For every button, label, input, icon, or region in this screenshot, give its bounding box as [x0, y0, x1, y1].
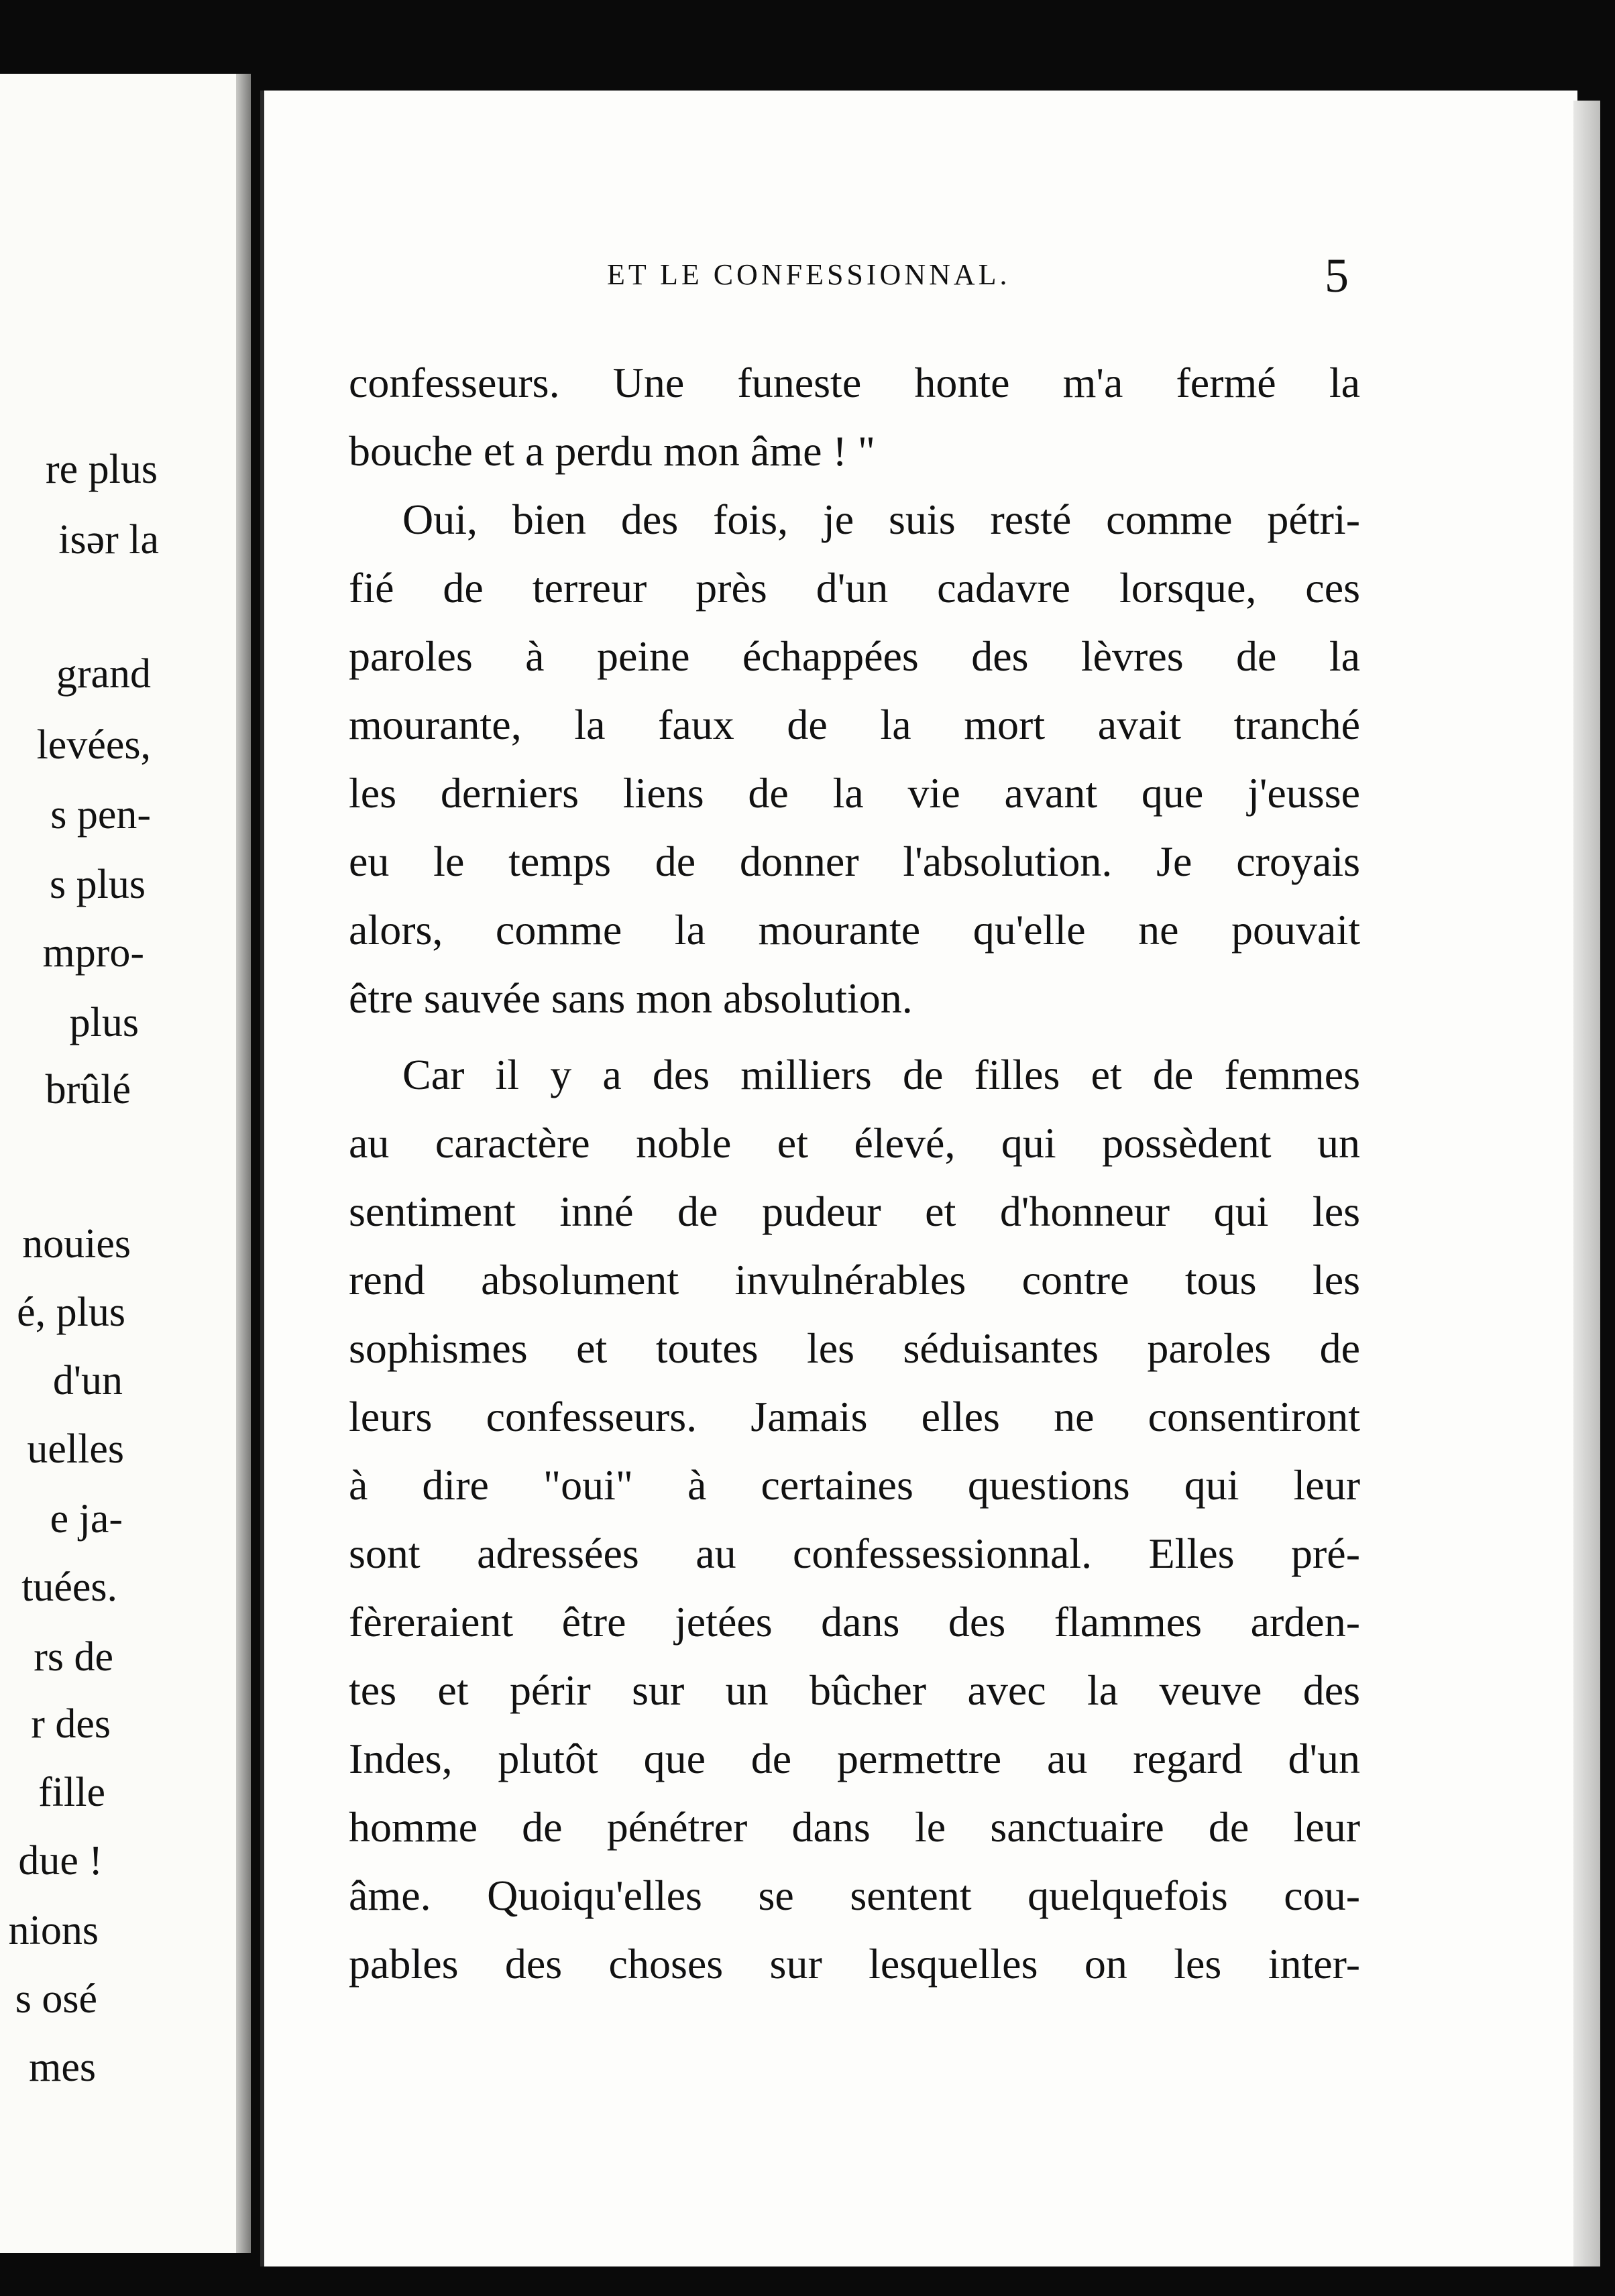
text-line: Oui, bien des fois, je suis resté comme pétri- [402, 496, 1360, 543]
text-line: mourante, la faux de la mort avait tranché [349, 701, 1360, 748]
text-line: à dire "oui" à certaines questions qui leur [349, 1461, 1360, 1509]
left-line: plus [69, 1000, 139, 1045]
text-line: sophismes et toutes les séduisantes paroles de [349, 1324, 1360, 1372]
left-line: nouies [22, 1221, 131, 1267]
left-line: s plus [50, 862, 146, 907]
paragraph-1 [349, 349, 1360, 485]
left-line: e ja- [50, 1496, 123, 1542]
left-line: r des [31, 1701, 111, 1747]
text-line: paroles à peine échappées des lèvres de la [349, 632, 1360, 680]
left-line: tuées. [21, 1564, 117, 1610]
paragraph-3 [349, 1041, 1360, 1998]
left-page [0, 74, 245, 2253]
left-line: s osé [15, 1976, 97, 2022]
text-line: au caractère noble et élevé, qui possèdent un [349, 1119, 1360, 1167]
left-line: nions [8, 1908, 99, 1953]
text-line: sont adressées au confessessionnal. Elles pré- [349, 1530, 1360, 1577]
left-line: rs de [34, 1634, 113, 1680]
left-line: d'un [52, 1358, 123, 1403]
text-line: eu le temps de donner l'absolution. Je croyais [349, 838, 1360, 885]
text-line: âme. Quoiqu'elles se sentent quelquefois cou- [349, 1872, 1360, 1919]
left-line: s pen- [50, 792, 151, 838]
left-line: re plus [45, 447, 158, 492]
left-line: é, plus [17, 1289, 125, 1335]
left-line: fille [38, 1770, 105, 1815]
left-line: levées, [36, 722, 151, 768]
text-line: les derniers liens de la vie avant que j'eusse [349, 769, 1360, 817]
text-line: Indes, plutôt que de permettre au regard d'un [349, 1735, 1360, 1782]
left-line: isər la [58, 517, 159, 563]
text-line: alors, comme la mourante qu'elle ne pouvait [349, 906, 1360, 954]
left-line: grand [56, 651, 151, 697]
text-line: homme de pénétrer dans le sanctuaire de leur [349, 1803, 1360, 1851]
text-line: fié de terreur près d'un cadavre lorsque, ces [349, 564, 1360, 612]
page-number: 5 [1325, 249, 1349, 302]
text-line: sentiment inné de pudeur et d'honneur qui les [349, 1188, 1360, 1235]
left-line: mes [29, 2045, 96, 2090]
text-line: être sauvée sans mon absolution. [349, 974, 913, 1022]
text-line: rend absolument invulnérables contre tous les [349, 1256, 1360, 1304]
left-line: brûlé [45, 1067, 131, 1112]
running-head: ET LE CONFESSIONNAL. [607, 258, 1011, 291]
text-line: bouche et a perdu mon âme ! " [349, 427, 875, 475]
paragraph-2 [349, 485, 1360, 1033]
text-line: pables des choses sur lesquelles on les inter- [349, 1940, 1360, 1988]
page-edge [1573, 101, 1600, 2266]
text-line: fèreraient être jetées dans des flammes arden- [349, 1598, 1360, 1646]
left-line: due ! [18, 1838, 103, 1884]
text-line: confesseurs. Une funeste honte m'a fermé la [349, 359, 1360, 406]
text-line: tes et périr sur un bûcher avec la veuve des [349, 1666, 1360, 1714]
text-line: Car il y a des milliers de filles et de femmes [402, 1051, 1360, 1098]
text-line: leurs confesseurs. Jamais elles ne consentiront [349, 1393, 1360, 1440]
left-line: uelles [27, 1426, 124, 1472]
left-line: mpro- [42, 930, 144, 976]
book-gutter [236, 74, 251, 2253]
